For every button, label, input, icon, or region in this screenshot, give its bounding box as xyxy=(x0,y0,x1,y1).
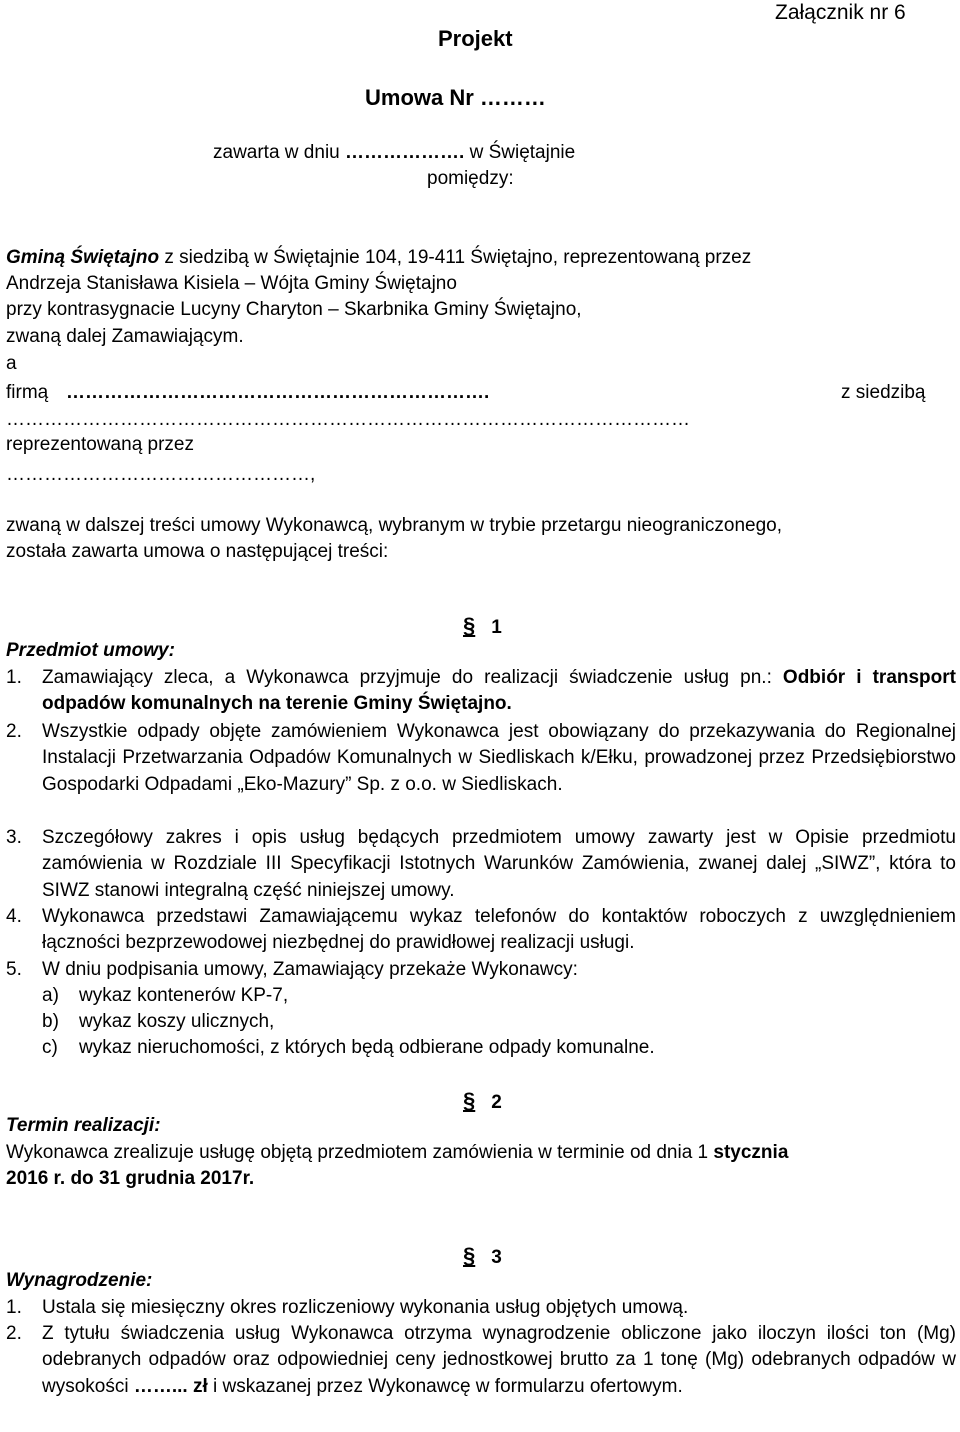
contract-title: Umowa Nr ……… xyxy=(365,85,546,110)
section3-item-2: 2. Z tytułu świadczenia usług Wykonawca otrzyma wynagrodzenie obliczone jako iloczyn ilości ton (Mg) odebranych odpadów oraz odpowiedniej ceny jednostkowej brutto za 1 tonę (Mg) odebranych odpadów w wysokości ……... zł i wskazanej przez Wykonawcę w formularzu ofertowym. xyxy=(6,1323,956,1397)
firm-label: firmą xyxy=(6,382,49,403)
party1-line1 xyxy=(6,245,751,271)
party1-line1-rest: z siedzibą w Świętajnie 104, 19-411 Świętajno, reprezentowaną przez xyxy=(159,247,752,268)
section1-item-3: 3. Szczegółowy zakres i opis usług będących przedmiotem umowy zawarty jest w Opisie przedmiotu zamówienia w Rozdziale III Specyfikacji Istotnych Warunków Zamówienia, zwanej dalej „SIWZ”, która to SIWZ stanowi integralną część niniejszej umowy. xyxy=(6,827,956,901)
party1-line2: Andrzeja Stanisława Kisiela – Wójta Gminy Świętajno xyxy=(6,273,457,294)
party1-line3: przy kontrasygnacie Lucyny Charyton – Skarbnika Gminy Świętajno, xyxy=(6,299,582,320)
section1-heading: Przedmiot umowy: xyxy=(6,640,175,661)
subitem-a: a) wykaz kontenerów KP-7, xyxy=(42,985,289,1006)
contractor-designation: zwaną w dalszej treści umowy Wykonawcą, wybranym w trybie przetargu nieograniczonego, xyxy=(6,515,782,536)
section2-number: § 2 xyxy=(463,1088,502,1113)
section2-heading: Termin realizacji: xyxy=(6,1115,161,1136)
concluded-prefix: zawarta w dniu xyxy=(213,142,346,163)
section3-heading: Wynagrodzenie: xyxy=(6,1270,153,1291)
representative-dots: …………………………………………, xyxy=(6,464,316,485)
attachment-label: Załącznik nr 6 xyxy=(775,1,906,24)
project-label: Projekt xyxy=(438,26,513,51)
section1-item-1: 1. Zamawiający zleca, a Wykonawca przyjmuje do realizacji świadczenie usług pn.: Odbiór i transport odpadów komunalnych na terenie Gminy Świętajno. xyxy=(6,667,956,715)
section1-item-4: 4. Wykonawca przedstawi Zamawiającemu wykaz telefonów do kontaktów roboczych z uwzględnieniem łączności bezprzewodowej niezbędnej do prawidłowej realizacji usługi. xyxy=(6,906,956,954)
subitem-b: b) wykaz koszy ulicznych, xyxy=(42,1011,275,1032)
party2-a: a xyxy=(6,353,17,374)
section3-number: § 3 xyxy=(463,1243,502,1268)
seat-label: z siedzibą xyxy=(841,382,926,403)
firm-dots: …………………………………………………………. xyxy=(66,382,490,403)
section1-number: § 1 xyxy=(463,613,502,638)
party1-name: Gminą Świętajno xyxy=(6,247,160,268)
section1-item-2: 2. Wszystkie odpady objęte zamówieniem Wykonawca jest obowiązany do przekazywania do Regionalnej Instalacji Przetwarzania Odpadów Komunalnych w Siedliskach k/Ełku, prowadzonej przez Przedsiębiorstwo Gospodarki Odpadami „Eko-Mazury” Sp. z o.o. w Siedliskach. xyxy=(6,721,956,795)
section3-item-1: 1. Ustala się miesięczny okres rozliczeniowy wykonania usług objętych umową. xyxy=(6,1297,689,1318)
represented-label: reprezentowaną przez xyxy=(6,434,194,455)
agreement-intro: została zawarta umowa o następującej treści: xyxy=(6,541,389,562)
section2-text: Wykonawca zrealizuje usługę objętą przedmiotem zamówienia w terminie od dnia 1 stycznia 2016 r. do 31 grudnia 2017r. xyxy=(6,1142,789,1190)
concluded-suffix: w Świętajnie xyxy=(464,142,576,163)
subitem-c: c) wykaz nieruchomości, z których będą odbierane odpady komunalne. xyxy=(42,1037,655,1058)
concluded-date: ………………. xyxy=(345,142,465,163)
party1-line4: zwaną dalej Zamawiającym. xyxy=(6,326,244,347)
seat-dots: ……………………………………………………………………………………………… xyxy=(6,409,690,430)
section1-item-5: 5. W dniu podpisania umowy, Zamawiający przekaże Wykonawcy: xyxy=(6,959,578,980)
between-label: pomiędzy: xyxy=(427,168,514,189)
concluded-line xyxy=(213,140,575,166)
